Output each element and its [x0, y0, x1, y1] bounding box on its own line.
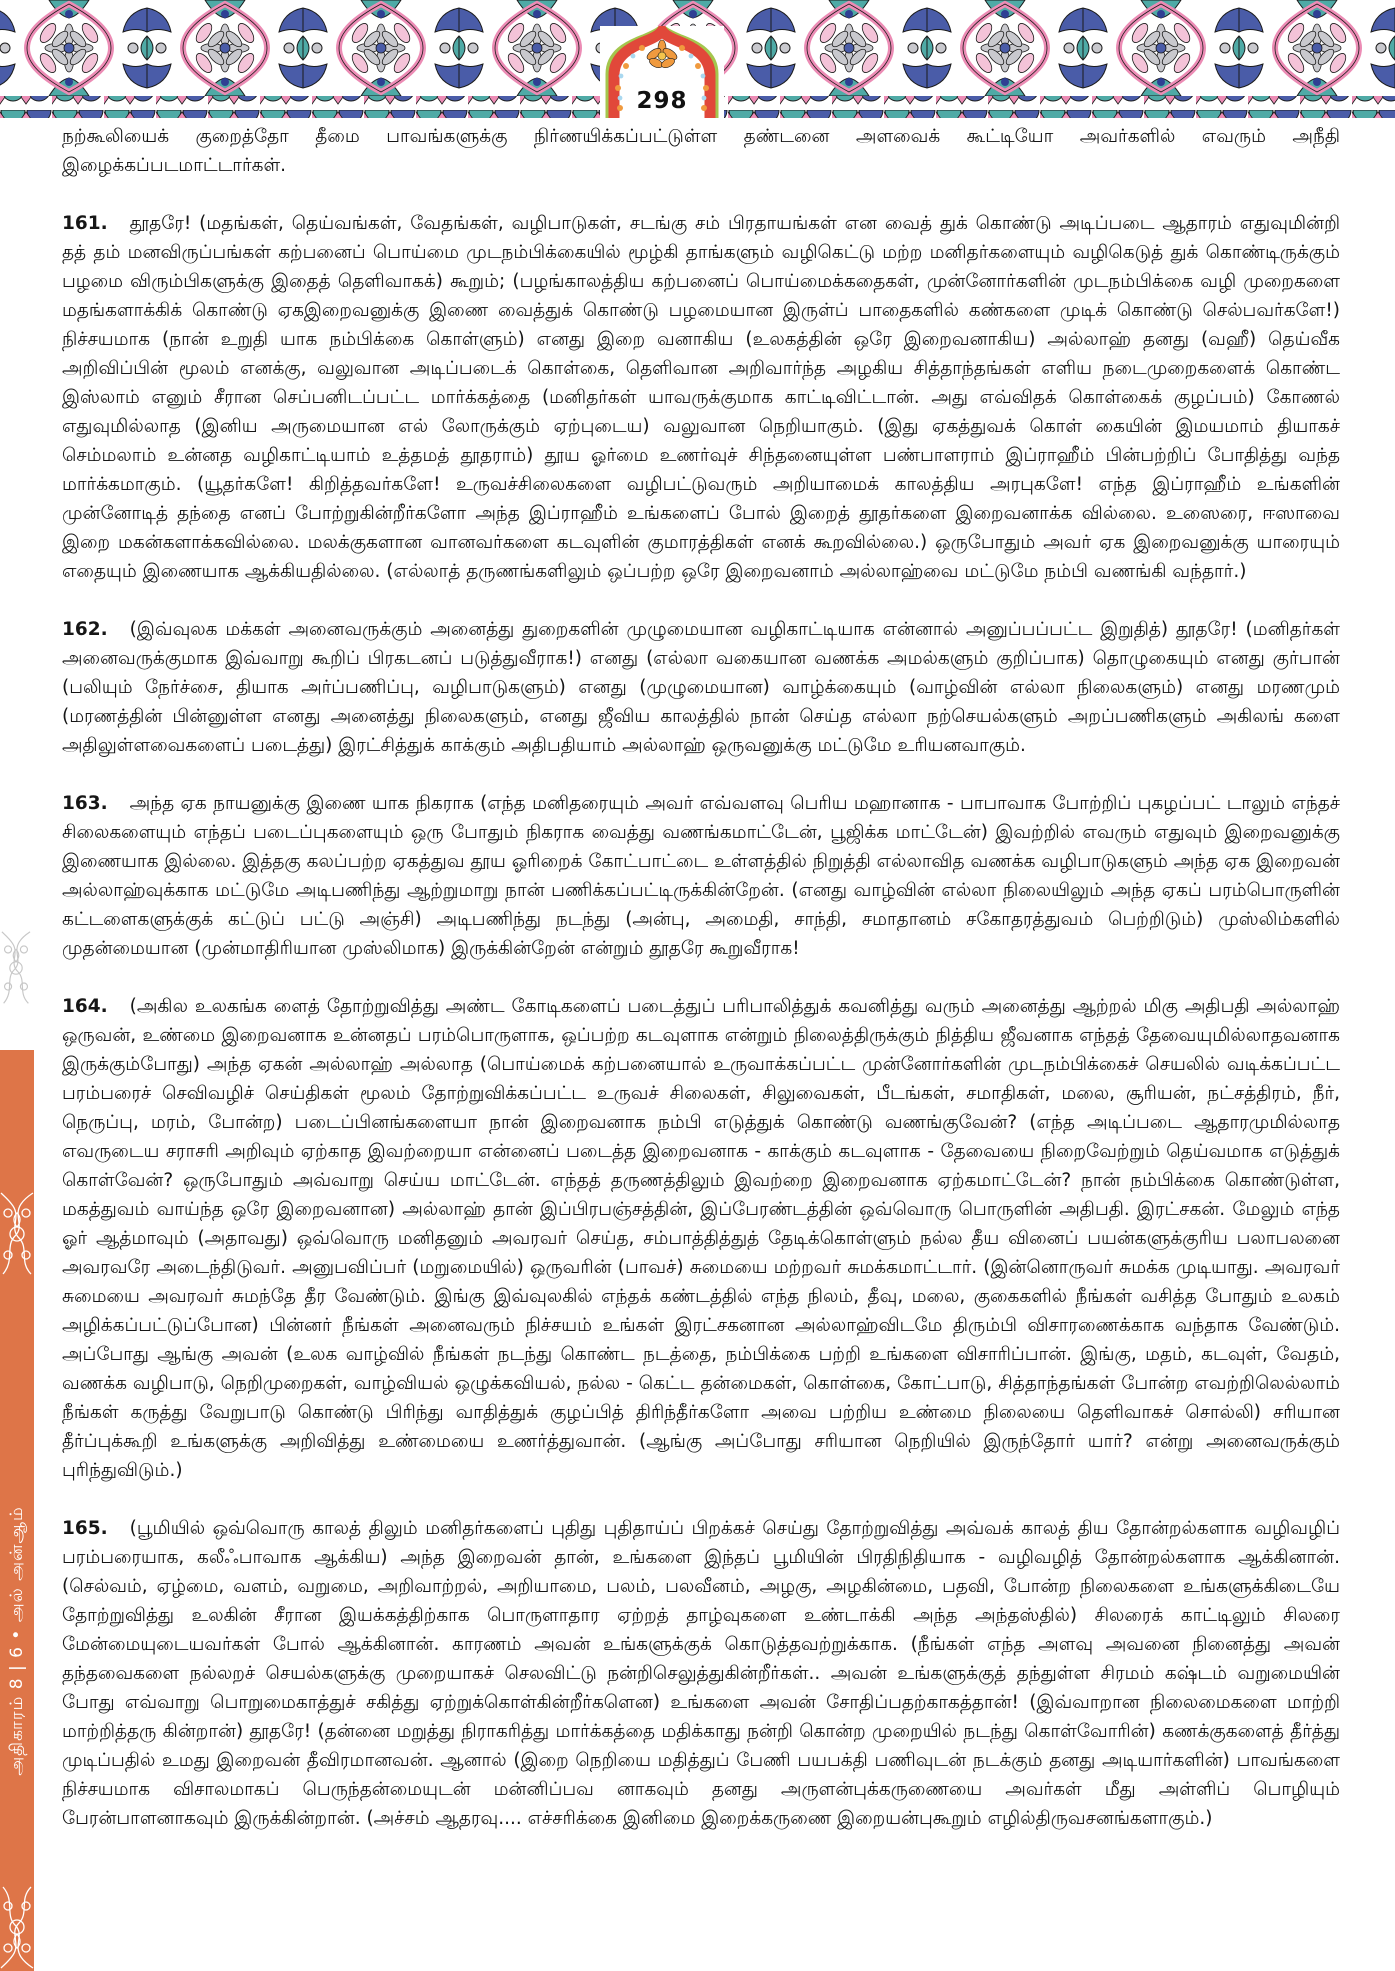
- chapter-label: அதிகாரம் 8 | 6 • அல் அன்ஆம்: [7, 1506, 27, 1776]
- verse-text: தூதரே! (மதங்கள், தெய்வங்கள், வேதங்கள், வழிபாடுகள், சடங்கு சம் பிரதாயங்கள் என வைத் துக் கொண்டு அடிப்படை ஆதாரம் எதுவுமின்றி தத் தம் மனவிருப்பங்கள் கற்பனைப் பொய்மை முடநம்பிக்கையில் மூழ்கி தாங்களும் வழிகெட்டு மற்ற மனிதர்களையும் வழிகெடுத் துக் கொண்டிருக்கும் பழமை விரும்பிகளுக்கு இதைத் தெளிவாகக்) கூறும்; (பழங்காலத்திய கற்பனைப் பொய்மைக்கதைகள், முன்னோர்களின் முடநம்பிக்கை வழி முறைகளை மதங்களாக்கிக் கொண்டு ஏகஇறைவனுக்கு இணை வைத்துக் கொண்டு பழமையான இருள்ப் பாதைகளில் கண்களை முடிக் கொண்டு செல்பவர்களே!) நிச்சயமாக (நான் உறுதி யாக நம்பிக்கை கொள்ளும்) எனது இறை வனாகிய (உலகத்தின் ஒரே இறைவனாகிய) அல்லாஹ் தனது (வஹீ) தெய்வீக அறிவிப்பின் மூலம் எனக்கு, வலுவான அடிப்படைக் கொள்கை, தெளிவான அறிவார்ந்த அழகிய சித்தாந்தங்கள் எளிய நடைமுறைகளைக் கொண்ட இஸ்லாம் எனும் சீரான செப்பனிடப்பட்ட மார்க்கத்தை (மனிதர்கள் யாவருக்குமாக காட்டிவிட்டான். அது எவ்விதக் கொள்கைக் குழப்பம்) கோணல் எதுவுமில்லாத (இனிய அருமையான எல் லோருக்கும் ஏற்புடைய) வலுவான நெறியாகும். (இது ஏகத்துவக் கொள் கையின் இமயமாம் தியாகச் செம்மலாம் உன்னத வழிகாட்டியாம் உத்தமத் தூதராம்) தூய ஓர்மை உணர்வுச் சிந்தனையுள்ள பண்பாளராம் இப்ராஹீம் பின்பற்றிப் போதித்து வந்த மார்க்கமாகும். (யூதர்களே! கிறித்தவர்களே! உருவச்சிலைகளை வழிபட்டுவரும் அறியாமைக் காலத்திய அரபுகளே! எந்த இப்ராஹீம் உங்களின் முன்னோடித் தந்தை எனப் போற்றுகின்றீர்களோ அந்த இப்ராஹீம் உங்களைப் போல் இறைத் தூதர்களை இறைவனாக்க வில்லை. உஸைரை, ஈஸாவை இறை மகன்களாக்கவில்லை. மலக்குகளான வானவர்களை கடவுளின் குமாரத்திகள் எனக் கூறவில்லை.) ஒருபோதும் அவர் ஏக இறைவனுக்கு யாரையும் எதையும் இணையாக ஆக்கியதில்லை. (எல்லாத் தருணங்களிலும் ஒப்பற்ற ஒரே இறைவனாம் அல்லாஹ்வை மட்டுமே நம்பி வணங்கி வந்தார்.): [62, 213, 1341, 582]
- chapter-sidebar: [0, 1050, 34, 1971]
- flourish-bottom-icon: [0, 1885, 34, 1969]
- verse-paragraph: [62, 1514, 1340, 1833]
- margin-flourish-icon: [1, 925, 31, 1011]
- verse-text: (பூமியில் ஒவ்வொரு காலத் திலும் மனிதர்களைப் புதிது புதிதாய்ப் பிறக்கச் செய்து தோற்றுவித்து அவ்வக் காலத் திய தோன்றல்களாக வழிவழிப் பரம்பரையாக, கலீஃபாவாக ஆக்கிய) அந்த இறைவன் தான், உங்களை இந்தப் பூமியின் பிரதிநிதியாக - வழிவழித் தோன்றல்களாக ஆக்கினான். (செல்வம், ஏழ்மை, வளம், வறுமை, அறிவாற்றல், அறியாமை, பலம், பலவீனம், அழகு, அழகின்மை, பதவி, போன்ற நிலைகளை உங்களுக்கிடையே தோற்றுவித்து உலகின் சீரான இயக்கத்திற்காக பொருளாதார ஏற்றத் தாழ்வுகளை உண்டாக்கி அந்த அந்தஸ்தில்) சிலரைக் காட்டிலும் சிலரை மேன்மையுடையவர்கள் போல் ஆக்கினான். காரணம் அவன் உங்களுக்குக் கொடுத்தவற்றுக்காக. (நீங்கள் எந்த அளவு அவனை நினைத்து அவன் தந்தவைகளை நல்லறச் செயல்களுக்கு முறையாகச் செலவிட்டு நன்றிசெலுத்துகின்றீர்கள்.. அவன் உங்களுக்குத் தந்துள்ள சிரமம் கஷ்டம் வறுமையின் போது எவ்வாறு பொறுமைகாத்துச் சகித்து ஏற்றுக்கொள்கின்றீர்களென) உங்களை அவன் சோதிப்பதற்காகத்தான்! (இவ்வாறான நிலைமைகளை மாற்றி மாற்றித்தரு கின்றான்) தூதரே! (தன்னை மறுத்து நிராகரித்து மார்க்கத்தை மதிக்காது நன்றி கொன்ற முறையில் நடந்து கொள்வோரின்) கணக்குகளைத் தீர்த்து முடிப்பதில் உமது இறைவன் தீவிரமானவன். ஆனால் (இறை நெறியை மதித்துப் பேணி பயபக்தி பணிவுடன் நடக்கும் தனது அடியார்களின்) பாவங்களை நிச்சயமாக விசாலமாகப் பெருந்தன்மையுடன் மன்னிப்பவ னாகவும் தனது அருளன்புக்கருணையை அவர்கள் மீது அள்ளிப் பொழியும் பேரன்பாளனாகவும் இருக்கின்றான். (அச்சம் ஆதரவு.... எச்சரிக்கை இனிமை இறைக்கருணை இறையன்புகூறும் எழில்திருவசனங்களாகும்.): [62, 1518, 1340, 1829]
- verse-paragraph: [62, 209, 1340, 586]
- verse-number: 164.: [62, 996, 108, 1017]
- verse-paragraph: [62, 992, 1340, 1485]
- continuation-paragraph: நற்கூலியைக் குறைத்தோ தீமை பாவங்களுக்கு நிர்ணயிக்கப்பட்டுள்ள தண்டனை அளவைக் கூட்டியோ அவர்களில் எவரும் அநீதி இழைக்கப்படமாட்டார்கள்.: [62, 126, 1340, 176]
- verse-number: 163.: [62, 793, 108, 814]
- verse-paragraph: [62, 615, 1340, 760]
- verse-text: (இவ்வுலக மக்கள் அனைவருக்கும் அனைத்து துறைகளின் முழுமையான வழிகாட்டியாக என்னால் அனுப்பப்பட்ட இறுதித்) தூதரே! (மனிதர்கள் அனைவருக்குமாக இவ்வாறு கூறிப் பிரகடனப் படுத்துவீராக!) எனது (எல்லா வகையான வணக்க அமல்களும் குறிப்பாக) தொழுகையும் எனது குர்பான் (பலியும் நேர்ச்சை, தியாக அர்ப்பணிப்பு, வழிபாடுகளும்) எனது (முழுமையான) வாழ்க்கையும் (வாழ்வின் எல்லா நிலைகளும்) எனது மரணமும் (மரணத்தின் பின்னுள்ள எனது அனைத்து நிலைகளும், எனது ஜீவிய காலத்தில் நான் செய்த எல்லா நற்செயல்களும் அறப்பணிகளும் அகிலங் களை அதிலுள்ளவைகளைப் படைத்து) இரட்சித்துக் காக்கும் அதிபதியாம் அல்லாஹ் ஒருவனுக்கு மட்டுமே உரியனவாகும்.: [62, 619, 1340, 756]
- verse-paragraph: [62, 789, 1340, 963]
- verse-text: (அகில உலகங்க ளைத் தோற்றுவித்து அண்ட கோடிகளைப் படைத்துப் பரிபாலித்துக் கவனித்து வரும் அனைத்து ஆற்றல் மிகு அதிபதி அல்லாஹ் ஒருவன், உண்மை இறைவனாக உன்னதப் பரம்பொருளாக, ஒப்பற்ற கடவுளாக என்றும் நிலைத்திருக்கும் நித்திய ஜீவனாக எந்தத் தேவையுமில்லாதவனாக இருக்கும்போது) அந்த ஏகன் அல்லாஹ் அல்லாத (பொய்மைக் கற்பனையால் உருவாக்கப்பட்ட முன்னோர்களின் முடநம்பிக்கைச் செயலில் வடிக்கப்பட்ட பரம்பரைச் செவிவழிச் செய்திகள் மூலம் தோற்றுவிக்கப்பட்ட உருவச் சிலைகள், சிலுவைகள், பீடங்கள், சமாதிகள், மலை, சூரியன், நட்சத்திரம், நீர், நெருப்பு, மரம், போன்ற) படைப்பினங்களையா நான் இறைவனாக நம்பி எடுத்துக் கொண்டு வணங்குவேன்? (எந்த அடிப்படை ஆதாரமுமில்லாத எவருடைய சராசரி அறிவும் ஏற்காத இவற்றையா என்னைப் படைத்த இறைவனாக - காக்கும் கடவுளாக - தேவையை நிறைவேற்றும் தெய்வமாக எடுத்துக் கொள்வேன்? ஒருபோதும் அவ்வாறு செய்ய மாட்டேன். எந்தத் தருணத்திலும் இவற்றை இறைவனாக ஏற்கமாட்டேன்? நான் நம்பிக்கை கொண்டுள்ள, மகத்துவம் வாய்ந்த ஒரே இறைவனான) அல்லாஹ் தான் இப்பிரபஞ்சத்தின், இப்பேரண்டத்தின் ஒவ்வொரு பொருளின் அதிபதி. இரட்சகன். மேலும் எந்த ஓர் ஆத்மாவும் (அதாவது) ஒவ்வொரு மனிதனும் அவரவர் செய்த, சம்பாத்தித்துத் தேடிக்கொள்ளும் நல்ல தீய வினைப் பயன்களுக்குரிய பலாபலனை அவரவரே அடைந்திடுவர். அனுபவிப்பர் (மறுமையில்) ஒருவரின் (பாவச்) சுமையை மற்றவர் சுமக்கமாட்டார். (இன்னொருவர் சுமக்க முடியாது. அவரவர் சுமையை அவரவர் சுமந்தே தீர வேண்டும். இங்கு இவ்வுலகில் எந்தக் கண்டத்தில் எந்த நிலம், தீவு, மலை, குகைகளில் நீங்கள் வசித்த போதும் உலகம் அழிக்கப்பட்டுப்போன) பின்னர் நீங்கள் அனைவரும் நிச்சயம் உங்கள் இரட்சகனான அல்லாஹ்விடமே திரும்பி விசாரணைக்காக வந்தாக வேண்டும். அப்போது ஆங்கு அவன் (உலக வாழ்வில் நீங்கள் நடந்து கொண்ட நடத்தை, நம்பிக்கை பற்றி உங்களை விசாரிப்பான். இங்கு, மதம், கடவுள், வேதம், வணக்க வழிபாடு, நெறிமுறைகள், வாழ்வியல் ஒழுக்கவியல், நல்ல - கெட்ட தன்மைகள், கொள்கை, கோட்பாடு, சித்தாந்தங்கள் போன்ற எவற்றிலெல்லாம் நீங்கள் கருத்து வேறுபாடு கொண்டு பிரிந்து வாதித்துக் குழப்பித் திரிந்தீர்களோ அவை பற்றிய உண்மை நிலையை தெளிவாகச் சொல்லி) சரியான தீர்ப்புக்கூறி உங்களுக்கு அறிவித்து உண்மையை உணர்த்துவான். (ஆங்கு அப்போது சரியான நெறியில் இருந்தோர் யார்? என்று அனைவருக்கும் புரிந்துவிடும்.): [62, 996, 1340, 1481]
- verse-number: 165.: [62, 1518, 108, 1539]
- verse-text: அந்த ஏக நாயனுக்கு இணை யாக நிகராக (எந்த மனிதரையும் அவர் எவ்வளவு பெரிய மஹானாக - பாபாவாக போற்றிப் புகழப்பட் டாலும் எந்தச் சிலைகளையும் எந்தப் படைப்புகளையும் ஒரு போதும் நிகராக வைத்து வணங்கமாட்டேன், பூஜிக்க மாட்டேன்) இவற்றில் எவரும் எதுவும் இறைவனுக்கு இணையாக இல்லை. இத்தகு கலப்பற்ற ஏகத்துவ தூய ஓரிறைக் கோட்பாட்டை உள்ளத்தில் நிறுத்தி எல்லாவித வணக்க வழிபாடுகளும் அந்த ஏக இறைவன் அல்லாஹ்வுக்காக மட்டுமே அடிபணிந்து ஆற்றுமாறு நான் பணிக்கப்பட்டிருக்கின்றேன். (எனது வாழ்வின் எல்லா நிலையிலும் அந்த ஏகப் பரம்பொருளின் கட்டளைகளுக்குக் கட்டுப் பட்டு அஞ்சி) அடிபணிந்து நடந்து (அன்பு, அமைதி, சாந்தி, சமாதானம் சகோதரத்துவம் பெற்றிடும்) முஸ்லிம்களில் முதன்மையான (முன்மாதிரியான முஸ்லிமாக) இருக்கின்றேன் என்றும் தூதரே கூறுவீராக!: [62, 793, 1340, 959]
- page-number-arch: [600, 26, 724, 118]
- text-content: [62, 122, 1340, 1862]
- flourish-top-icon: [0, 1192, 34, 1276]
- page-number: 298: [636, 88, 688, 114]
- verse-number: 161.: [62, 213, 108, 234]
- verse-number: 162.: [62, 619, 108, 640]
